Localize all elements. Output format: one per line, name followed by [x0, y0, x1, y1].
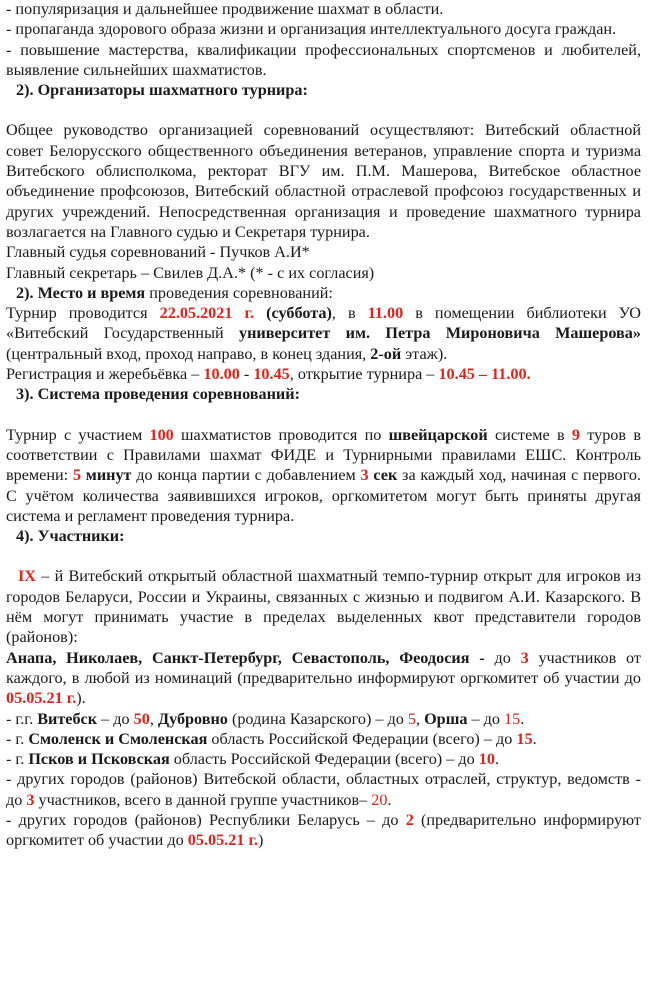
place-paragraph: Турнир проводится 22.05.2021 г. (суббота), в 11.00 в помещении библиотеки УО «Витебский Государственный университет им. Петра Мироновича Машерова» (центральный вход, проход направо, в конец здания, 2-ой этаж). [6, 304, 641, 363]
tournament-date: 22.05.2021 г. [159, 304, 255, 323]
quota-line-vitebsk: - г.г. Витебск – до 50, Дубровно (родина Казарского) – до 5, Орша – до 15. [6, 709, 525, 728]
section-heading-participants: 4). Участники: [16, 527, 125, 546]
chief-judge-line: Главный судья соревнований - Пучков А.И* [6, 243, 310, 262]
cities-quota: 3 [520, 648, 529, 667]
participant-count: 100 [149, 425, 174, 444]
seconds-value: 3 [360, 466, 369, 485]
opening-time: 10.45 – 11.00. [438, 365, 531, 384]
secretary-line: Главный секретарь – Свилев Д.А.* (* - с их согласия) [6, 263, 375, 282]
quota-line-belarus: - других городов (районов) Республики Беларусь – до 2 (предварительно информируют оргкомитет об участии до 05.05.21 г.) [6, 810, 641, 850]
participants-intro: IX – й Витебский открытый областной шахматный темпо-турнир открыт для игроков из городов Беларуси, России и Украины, связанных с жизнью и подвигом А.И. Казарского. В нём могут принимать участие в пределах выделенных квот представители городов (районов): [6, 567, 641, 647]
quota-line-vitebsk-region: - других городов (районов) Витебской области, областных отраслей, структур, ведомств - до 3 участников, всего в данной группе участников– 20. [6, 770, 641, 809]
goal-line: - пропаганда здорового образа жизни и организация интеллектуального досуга граждан. [6, 20, 617, 39]
reg-start: 10.00 [203, 365, 240, 384]
system-paragraph: Турнир с участием 100 шахматистов проводится по швейцарской системе в 9 туров в соответствии с Правилами шахмат ФИДЕ и Турнирными правилами ЕШС. Контроль времени: 5 минут до конца партии с добавлением 3 сек за каждый ход, начиная с первого. С учётом количества заявившихся игроков, оргкомитетом могут быть приняты другая система и регламент проведения турнира. [6, 425, 641, 525]
tournament-day: (суббота) [266, 304, 332, 323]
invited-cities: Анапа, Николаев, Санкт-Петербург, Севастополь, Феодосия - [6, 648, 485, 667]
cities-paragraph: Анапа, Николаев, Санкт-Петербург, Севастополь, Феодосия - до 3 участников от каждого, в любой из номинаций (предварительно информируют оргкомитет об участии до 05.05.21 г.). [6, 648, 641, 708]
deadline-date: 05.05.21 г. [6, 689, 77, 708]
minutes-value: 5 [72, 466, 82, 485]
section-heading-place [6, 283, 641, 303]
reg-end: 10.45 [253, 365, 290, 384]
goal-line: - повышение мастерства, квалификации профессиональных спортсменов и любителей, выявление сильнейших шахматистов. [6, 40, 641, 79]
heading-rest: проведения соревнований: [145, 283, 333, 302]
quota-line-smolensk: - г. Смоленск и Смоленская область Российской Федерации (всего) – до 15. [6, 729, 537, 748]
swiss-system: швейцарской [388, 425, 488, 444]
registration-line: Регистрация и жеребьёвка – 10.00 - 10.45, открытие турнира – 10.45 – 11.00. [6, 365, 531, 384]
goal-line: - популяризация и дальнейшее продвижение шахмат в области. [6, 0, 444, 18]
heading-bold: 2). Место и время [16, 283, 146, 302]
tournament-time: 11.00 [367, 304, 404, 323]
tournament-number: IX [18, 567, 36, 586]
rounds-count: 9 [571, 425, 580, 444]
section-heading-organizers: 2). Организаторы шахматного турнира: [16, 81, 308, 100]
section-heading-system: 3). Система проведения соревнований: [16, 385, 300, 404]
university-name: университет им. Петра Мироновича Машерова» [239, 324, 641, 343]
floor: 2-ой [370, 344, 402, 363]
organizers-paragraph: Общее руководство организацией соревнований осуществляют: Витебский областной совет Белорусского общественного объединения ветеранов, управление спорта и туризма Витебского облисполкома, ректорат ВГУ им. П.М. Машерова, Витебское областное объединение профсоюзов, Витебский областной отраслевой профсоюз государственных и других учреждений. Непосредственная организация и проведение шахматного турнира возлагается на Главного судью и Секретаря турнира. [6, 121, 641, 241]
quota-line-pskov: - г. Псков и Псковская область Российской Федерации (всего) – до 10. [6, 750, 500, 769]
